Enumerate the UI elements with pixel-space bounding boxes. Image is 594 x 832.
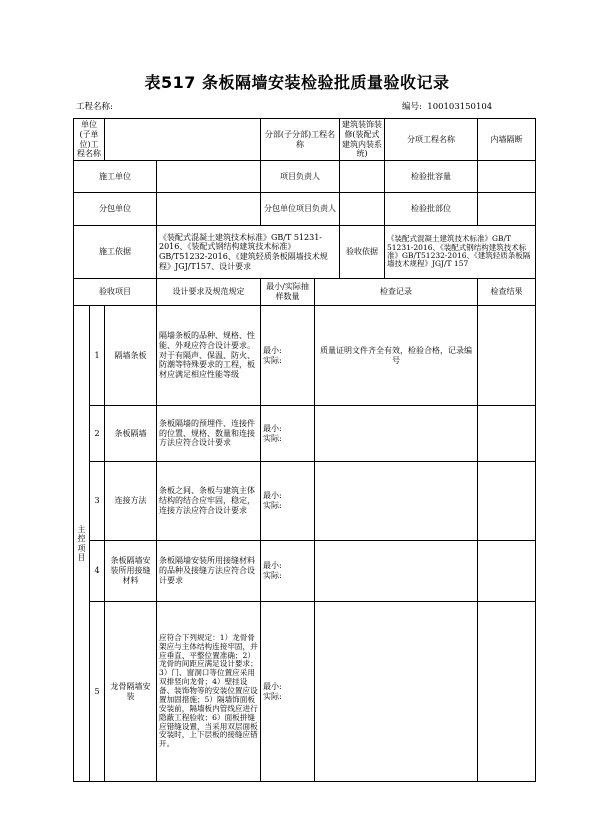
row-requirement: 应符合下列规定：1）龙骨骨架应与主体结构连接牢固，并应垂直、平整位置准确；2）龙骨的间距应满足设计要求；3）门、窗洞口等位置应采用双排竖向龙骨；4）壁挂设备、装饰物等的安装位置应设置加固措施；5）隔墙饰面板安装前，隔墙板内管线应进行隐蔽工程验收；6）面板拼缝应错缝设置，当采用双层面板安装时，上下层板的接缝应错开。 — [157, 602, 261, 782]
col-record: 检查记录 — [315, 279, 478, 306]
row-result[interactable] — [478, 462, 536, 541]
row-record[interactable] — [315, 541, 478, 602]
inspection-table — [73, 118, 536, 782]
table-row — [74, 541, 536, 602]
row-requirement: 条板隔墙的预埋件、连接件的位置、规格、数量和连接方法应符合设计要求 — [157, 406, 261, 462]
row-name: 条板隔墙 — [105, 406, 157, 462]
header-row-subcontractor — [74, 193, 536, 226]
row-result[interactable] — [478, 406, 536, 462]
row-sampling[interactable]: 最小: 实际: — [261, 306, 315, 406]
col-sampling: 最小/实际抽样数量 — [261, 279, 315, 306]
row-record[interactable]: 质量证明文件齐全有效，检验合格，记录编号 — [315, 306, 478, 406]
row-number: 5 — [90, 602, 105, 782]
col-requirement: 设计要求及规范规定 — [157, 279, 261, 306]
row-requirement: 隔墙条板的品种、规格、性能、外观应符合设计要求。对于有隔声、保温、防火、防潮等特殊要求的工程，板材应满足相应性能等级 — [157, 306, 261, 406]
column-header-row — [74, 279, 536, 306]
sub-pm-label: 分包单位项目负责人 — [261, 193, 340, 226]
acceptance-basis-label: 验收依据 — [340, 226, 385, 279]
serial-value: 100103150104 — [427, 102, 493, 112]
division-value[interactable]: 建筑装饰装修(装配式建筑内装系统) — [340, 119, 385, 161]
pm-label: 项目负责人 — [261, 161, 340, 193]
pm-value[interactable] — [340, 161, 385, 193]
row-record[interactable] — [315, 406, 478, 462]
batch-size-value[interactable] — [478, 161, 536, 193]
unit-value[interactable] — [105, 119, 261, 161]
batch-size-label: 检验批容量 — [385, 161, 478, 193]
division-label: 分部(子分部)工程名称 — [261, 119, 340, 161]
subitem-label: 分项工程名称 — [385, 119, 478, 161]
row-result[interactable] — [478, 541, 536, 602]
sub-pm-value[interactable] — [340, 193, 385, 226]
contractor-value[interactable] — [157, 161, 261, 193]
row-name: 隔墙条板 — [105, 306, 157, 406]
col-result: 检查结果 — [478, 279, 536, 306]
header-row-unit — [74, 119, 536, 161]
basis-value: 《装配式混凝土建筑技术标准》GB/T 51231-2016、《装配式钢结构建筑技术标准》GB/T51232-2016、《建筑轻质条板隔墙技术规程》JGJ/T157、设计要求 — [157, 226, 340, 279]
row-sampling[interactable]: 最小: 实际: — [261, 541, 315, 602]
table-row — [74, 462, 536, 541]
row-requirement: 条板隔墙安装所用接缝材料的品种及接缝方法应符合设计要求 — [157, 541, 261, 602]
row-result[interactable] — [478, 602, 536, 782]
subitem-value[interactable]: 内墙隔断 — [478, 119, 536, 161]
row-record[interactable] — [315, 462, 478, 541]
main-control-items-label: 主 控 项 目 — [74, 306, 90, 782]
basis-label: 施工依据 — [74, 226, 157, 279]
page-title: 表517 条板隔墙安装检验批质量验收记录 — [144, 73, 450, 92]
col-item: 验收项目 — [74, 279, 157, 306]
row-requirement: 条板之间、条板与建筑主体结构的结合应牢固，稳定，连接方法应符合设计要求 — [157, 462, 261, 541]
row-number: 2 — [90, 406, 105, 462]
batch-part-value[interactable] — [478, 193, 536, 226]
row-number: 3 — [90, 462, 105, 541]
subcontractor-value[interactable] — [157, 193, 261, 226]
row-record[interactable] — [315, 602, 478, 782]
row-sampling[interactable]: 最小: 实际: — [261, 406, 315, 462]
acceptance-basis-value: 《装配式混凝土建筑技术标准》GB/T 51231-2016、《装配式钢结构建筑技术标准》GB/T51232-2016、《建筑轻质条板隔墙技术规程》JGJ/T 157 — [385, 226, 536, 279]
serial-number — [402, 100, 492, 112]
subcontractor-label: 分包单位 — [74, 193, 157, 226]
table-row — [74, 306, 536, 406]
batch-part-label: 检验批部位 — [385, 193, 478, 226]
table-row — [74, 406, 536, 462]
header-row-basis — [74, 226, 536, 279]
row-name: 龙骨隔墙安装 — [105, 602, 157, 782]
unit-label: 单位(子单位)工程名称 — [74, 119, 105, 161]
row-number: 1 — [90, 306, 105, 406]
row-number: 4 — [90, 541, 105, 602]
serial-label: 编号: — [402, 102, 422, 112]
table-row — [74, 602, 536, 782]
row-result[interactable] — [478, 306, 536, 406]
project-name-label: 工程名称: — [76, 102, 113, 112]
row-sampling[interactable]: 最小: 实际: — [261, 462, 315, 541]
row-name: 条板隔墙安装所用接缝材料 — [105, 541, 157, 602]
row-name: 连接方法 — [105, 462, 157, 541]
row-sampling[interactable]: 最小: 实际: — [261, 602, 315, 782]
header-row-contractor — [74, 161, 536, 193]
contractor-label: 施工单位 — [74, 161, 157, 193]
